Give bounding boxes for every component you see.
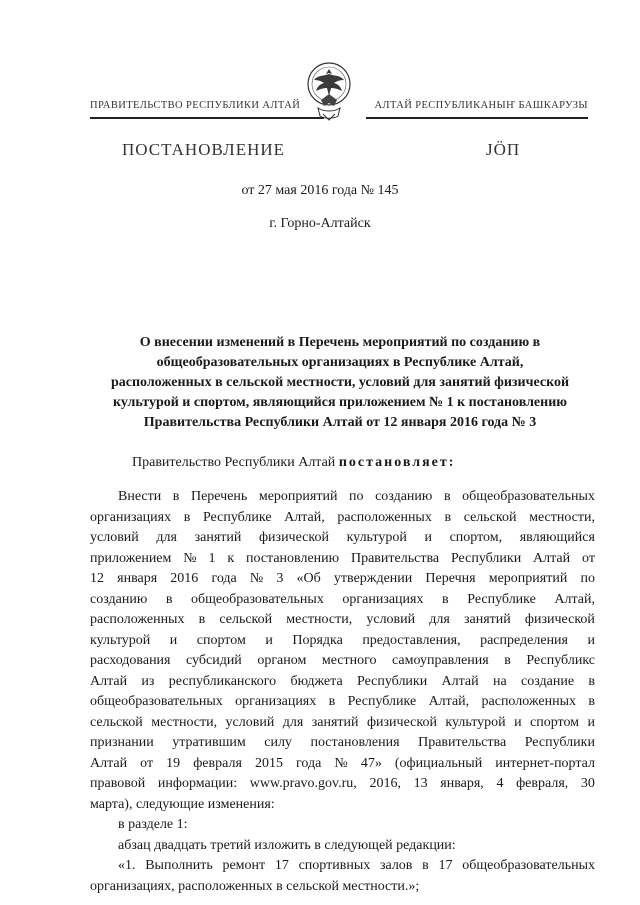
body-line: марта), следующие изменения:	[90, 796, 275, 812]
body-line: в разделе 1:	[118, 817, 188, 832]
body-line: расположенных в сельской местности, условий для занятий физической	[90, 612, 595, 627]
body-line: общеобразовательных организациях в Республике Алтай, расположенных в	[90, 694, 595, 709]
document-date-number: от 27 мая 2016 года № 145	[241, 183, 399, 198]
body-line: культурой и спортом и Порядка предоставления, распределения и	[90, 632, 595, 648]
body-line: Внести в Перечень мероприятий по созданию в общеобразовательных	[118, 489, 595, 504]
title-line: О внесении изменений в Перечень мероприятий по созданию в	[139, 335, 541, 350]
body-line: правовой информации: www.pravo.gov.ru, 2016, 13 января, 4 февраля, 30	[90, 776, 595, 791]
body-line: условий для занятий физической культурой и спортом, являющийся	[90, 530, 595, 545]
body-line: созданию в общеобразовательных организациях в Республике Алтай,	[90, 591, 595, 607]
title-line: общеобразовательных организациях в Республике Алтай,	[156, 355, 524, 370]
preamble-subject: Правительство Республики Алтай	[132, 455, 336, 470]
document-body	[90, 487, 595, 897]
title-line: Правительства Республики Алтай от 12 января 2016 года № 3	[143, 415, 537, 430]
government-name-russian: ПРАВИТЕЛЬСТВО РЕСПУБЛИКИ АЛТАЙ	[90, 100, 301, 111]
body-line: абзац двадцать третий изложить в следующей редакции:	[118, 837, 456, 853]
body-line: Алтай из республиканского бюджета Республики Алтай на создание в	[90, 673, 595, 689]
body-line: «1. Выполнить ремонт 17 спортивных залов в 17 общеобразовательных	[118, 858, 595, 873]
document-city: г. Горно-Алтайск	[269, 216, 371, 231]
letterhead-rule-left	[90, 117, 324, 119]
letterhead-rule-right	[366, 117, 588, 119]
document-type-russian: ПОСТАНОВЛЕНИЕ	[122, 140, 286, 159]
body-line: сельской местности, условий для занятий физической культурой и спортом и	[90, 714, 595, 730]
body-line: Алтай от 19 февраля 2015 года № 47» (официальный интернет-портал	[90, 755, 595, 771]
body-line: организациях в Республике Алтай, расположенных в сельской местности,	[90, 509, 595, 525]
body-line: организациях, расположенных в сельской местности.»;	[90, 878, 420, 894]
body-line: расходования субсидий органом местного самоуправления в Республикс	[90, 653, 595, 668]
preamble-verb: постановляет:	[338, 455, 456, 470]
title-line: расположенных в сельской местности, условий для занятий физической	[110, 375, 570, 390]
document-type-altai: JÖП	[486, 140, 521, 159]
body-line: признании утратившим силу постановления Правительства Республики	[90, 735, 595, 750]
government-name-altai: АЛТАЙ РЕСПУБЛИКАНЫҤ БАШКАРУЗЫ	[374, 100, 588, 111]
title-line: культурой и спортом, являющийся приложением № 1 к постановлению	[113, 395, 567, 410]
document-title	[95, 333, 585, 433]
letterhead	[90, 100, 588, 120]
preamble	[132, 455, 455, 471]
body-line: 12 января 2016 года № 3 «Об утверждении Перечня мероприятий по	[90, 571, 595, 586]
body-line: приложением № 1 к постановлению Правительства Республики Алтай от	[90, 550, 595, 566]
